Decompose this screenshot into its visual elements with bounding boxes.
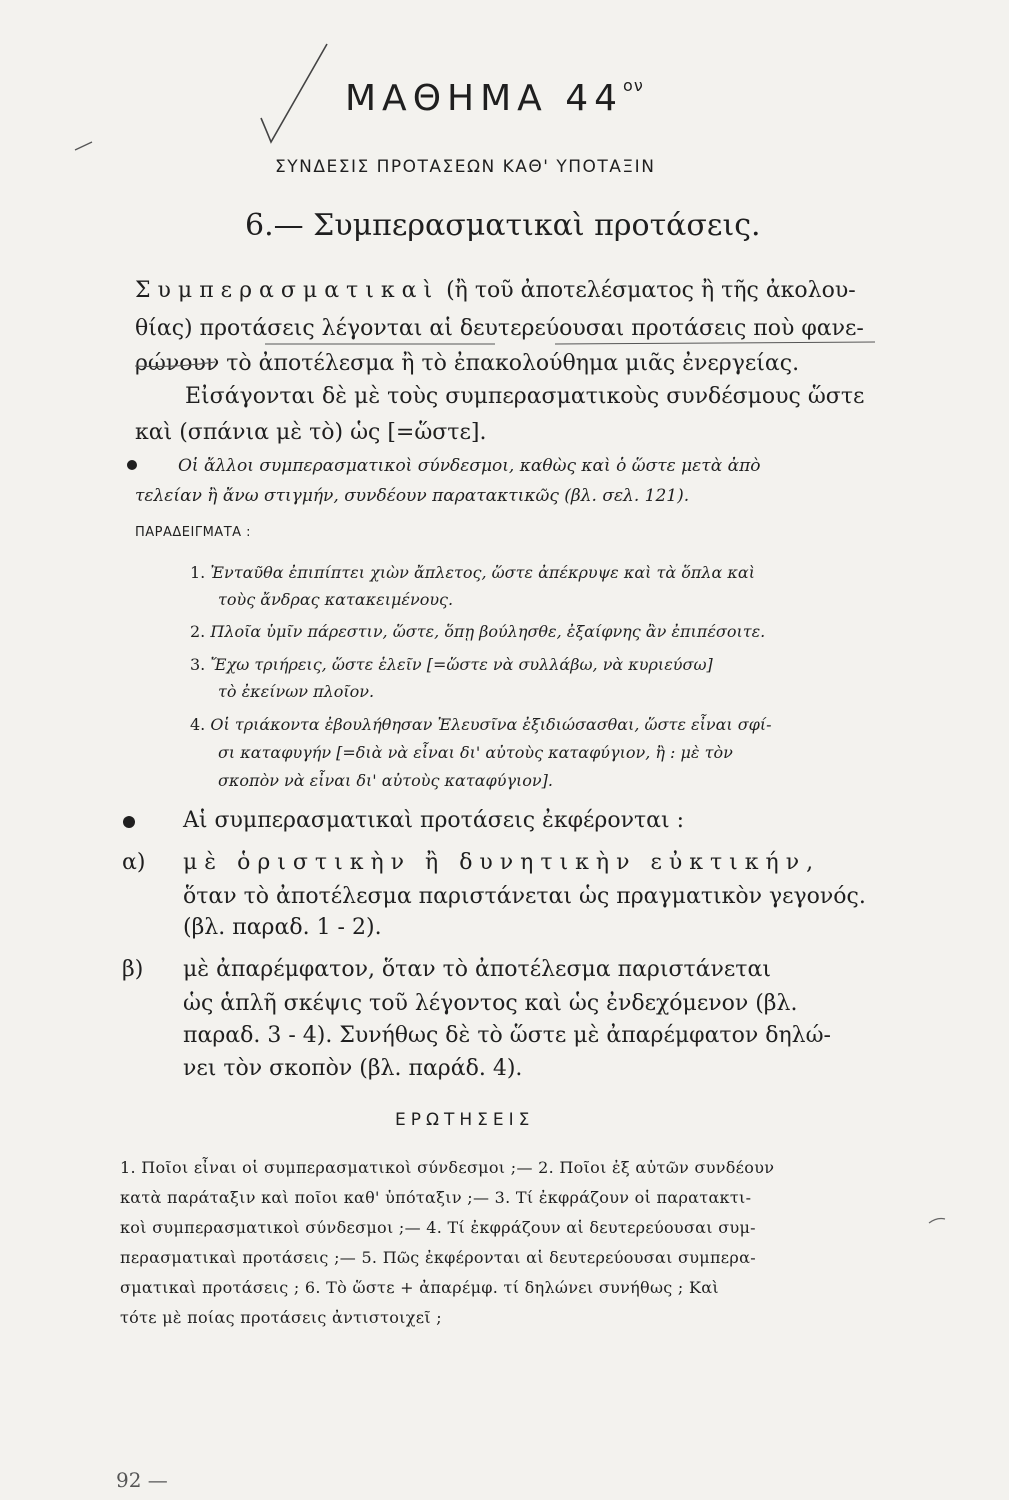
question-line: 1. Ποῖοι εἶναι οἱ συμπερασματικοὶ σύνδεσμοι ;— 2. Ποῖοι ἐξ αὐτῶν συνδέουν <box>120 1158 775 1177</box>
mood-line: μὲ ὁριστικὴν ἢ δυνητικὴν εὐκτικήν, <box>183 850 821 875</box>
example-line: τοὺς ἄνδρας κατακειμένους. <box>218 590 454 609</box>
definition-line: θίας) προτάσεις λέγονται αἱ δευτερεύουσαι προτάσεις ποὺ φανε- <box>135 316 864 341</box>
example-line: σι καταφυγήν [=διὰ νὰ εἶναι δι' αὐτοὺς καταφύγιον, ἢ : μὲ τὸν <box>218 743 733 762</box>
question-line: κατὰ παράταξιν καὶ ποῖοι καθ' ὑπόταξιν ;— 3. Τί ἐκφράζουν οἱ παρατακτι- <box>120 1188 752 1207</box>
bullet-icon <box>127 460 137 470</box>
question-line: τότε μὲ ποίας προτάσεις ἀντιστοιχεῖ ; <box>120 1308 442 1327</box>
mood-marker: α) <box>122 850 146 875</box>
example-item: 3. Ἔχω τριήρεις, ὥστε ἑλεῖν [=ὥστε νὰ συλλάβω, νὰ κυριεύσω] <box>190 655 713 674</box>
examples-label: ΠΑΡΑΔΕΙΓΜΑΤΑ : <box>135 525 252 540</box>
example-item: 1. Ἐνταῦθα ἐπιπίπτει χιὼν ἄπλετος, ὥστε ἀπέκρυψε καὶ τὰ ὅπλα καὶ <box>190 563 755 582</box>
mood-line: νει τὸν σκοπὸν (βλ. παράδ. 4). <box>183 1056 523 1081</box>
questions-heading: ΕΡΩΤΗΣΕΙΣ <box>395 1110 535 1130</box>
margin-tick-icon <box>74 140 94 152</box>
defined-term: Συμπερασματικαὶ <box>135 278 440 303</box>
example-line: σκοπὸν νὰ εἶναι δι' αὐτοὺς καταφύγιον]. <box>218 771 553 790</box>
bullet-icon <box>123 816 135 828</box>
intro-line: Εἰσάγονται δὲ μὲ τοὺς συμπερασματικοὺς συνδέσμους ὥστε <box>185 384 865 409</box>
note-line: τελείαν ἢ ἄνω στιγμήν, συνδέουν παρατακτικῶς (βλ. σελ. 121). <box>135 486 690 506</box>
mood-line: (βλ. παραδ. 1 - 2). <box>183 915 382 940</box>
intro-line: καὶ (σπάνια μὲ τὸ) ὡς [=ὥστε]. <box>135 420 487 445</box>
example-item: 4. Οἱ τριάκοντα ἐβουλήθησαν Ἐλευσῖνα ἐξιδιώσασθαι, ὥστε εἶναι σφί- <box>190 715 772 734</box>
chapter-heading: ΣΥΝΔΕΣΙΣ ΠΡΟΤΑΣΕΩΝ ΚΑΘ' ΥΠΟΤΑΞΙΝ <box>275 157 656 177</box>
example-line: τὸ ἐκείνων πλοῖον. <box>218 682 375 701</box>
lesson-suffix: ον <box>623 76 644 95</box>
mood-marker: β) <box>122 957 144 982</box>
margin-tick-icon <box>927 1215 947 1227</box>
pencil-underline <box>135 340 875 370</box>
checkmark-icon <box>255 40 335 150</box>
moods-intro: Αἱ συμπερασματικαὶ προτάσεις ἐκφέρονται : <box>183 808 685 833</box>
example-item: 2. Πλοῖα ὑμῖν πάρεστιν, ὥστε, ὅπῃ βούλησθε, ἐξαίφνης ἂν ἐπιπέσοιτε. <box>190 622 766 641</box>
mood-line: παραδ. 3 - 4). Συνήθως δὲ τὸ ὥστε μὲ ἀπαρέμφατον δηλώ- <box>183 1023 831 1048</box>
mood-line: ὡς ἁπλῆ σκέψις τοῦ λέγοντος καὶ ὡς ἐνδεχόμενον (βλ. <box>183 991 798 1016</box>
question-line: σματικαὶ προτάσεις ; 6. Τὸ ὥστε + ἀπαρέμφ. τί δηλώνει συνήθως ; Καὶ <box>120 1278 719 1297</box>
mood-line: μὲ ἀπαρέμφατον, ὅταν τὸ ἀποτέλεσμα παριστάνεται <box>183 957 771 982</box>
question-line: περασματικαὶ προτάσεις ;— 5. Πῶς ἐκφέρονται αἱ δευτερεύουσαι συμπερα- <box>120 1248 756 1267</box>
question-line: κοὶ συμπερασματικοὶ σύνδεσμοι ;— 4. Τί ἐκφράζουν αἱ δευτερεύουσαι συμ- <box>120 1218 756 1237</box>
section-heading: 6.— Συμπερασματικαὶ προτάσεις. <box>245 208 761 243</box>
lesson-title: ΜΑΘΗΜΑ $44^{o\nu}$ <box>345 76 644 119</box>
definition-line: Συμπερασματικαὶ (ἢ τοῦ ἀποτελέσματος ἢ τῆς ἀκολου- <box>135 278 856 303</box>
note-line: Οἱ ἄλλοι συμπερασματικοὶ σύνδεσμοι, καθὼς καὶ ὁ ὥστε μετὰ ἀπὸ <box>178 456 761 476</box>
page-number: 92 — <box>116 1468 168 1492</box>
mood-line: ὅταν τὸ ἀποτέλεσμα παριστάνεται ὡς πραγματικὸν γεγονός. <box>183 884 866 909</box>
definition-line: ρώνουν τὸ ἀποτέλεσμα ἢ τὸ ἐπακολούθημα μιᾶς ἐνεργείας. <box>135 351 800 376</box>
